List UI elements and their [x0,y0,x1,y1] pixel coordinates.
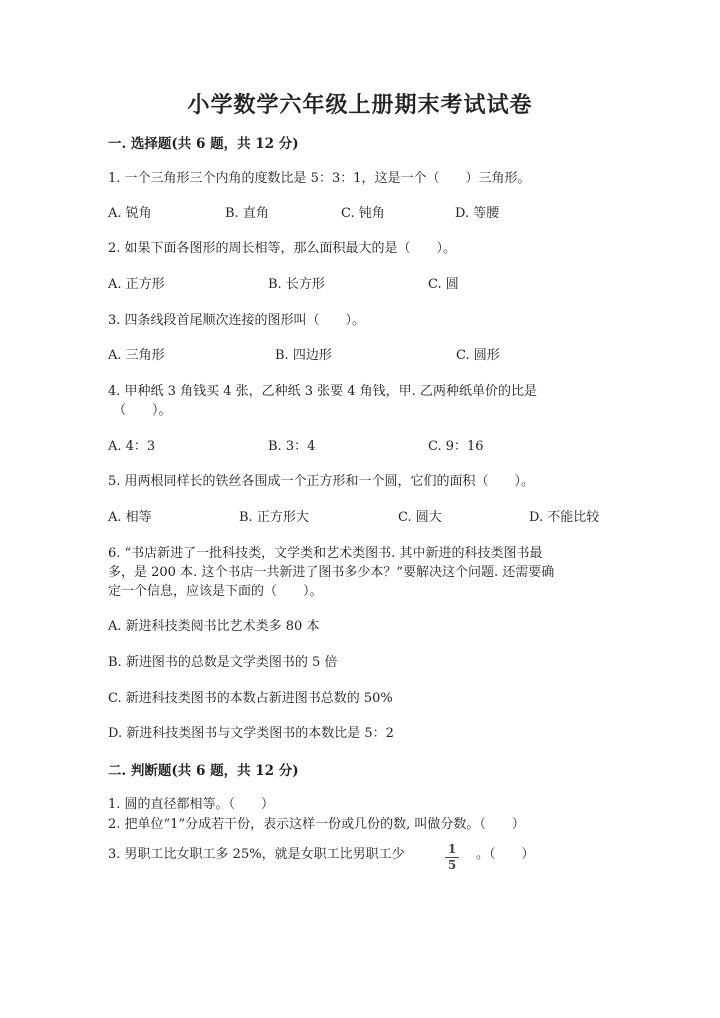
fraction-one-fifth [445,843,459,872]
q1-option-c: C. 钝角 [341,206,385,221]
q1-option-d: D. 等腰 [455,206,500,221]
judge-question-2: 2. 把单位“1”分成若干份，表示这样一份或几份的数, 叫做分数。（ ） [108,817,525,832]
q4-option-b: B. 3：4 [268,439,316,454]
q5-option-d: D. 不能比较 [529,510,600,525]
q2-option-a: A. 正方形 [108,277,165,292]
fraction-numerator: 1 [447,842,457,856]
section1-heading: 一. 选择题(共 6 题，共 12 分) [108,136,299,152]
q3-option-a: A. 三角形 [108,348,165,363]
judge-question-1: 1. 圆的直径都相等。（ ） [108,797,275,812]
question-3: 3. 四条线段首尾顺次连接的图形叫（ ）。 [108,313,366,328]
question-1: 1. 一个三角形三个内角的度数比是 5：3：1，这是一个（ ）三角形。 [108,171,531,186]
q6-option-c: C. 新进科技类图书的本数占新进图书总数的 50% [108,691,393,706]
question-2: 2. 如果下面各图形的周长相等，那么面积最大的是（ ）。 [108,241,457,256]
q1-option-b: B. 直角 [225,206,269,221]
q6-option-a: A. 新进科技类阅书比艺术类多 80 本 [108,619,320,634]
q5-option-c: C. 圆大 [398,510,442,525]
q2-option-b: B. 长方形 [268,277,325,292]
question-6-line1: 6. “书店新进了一批科技类，文学类和艺术类图书. 其中新进的科技类图书最 [108,546,543,561]
q5-option-a: A. 相等 [108,510,152,525]
question-4-line2: （ ）。 [113,403,172,418]
q6-option-d: D. 新进科技类图书与文学类图书的本数比是 5：2 [108,726,394,741]
q3-option-b: B. 四边形 [275,348,332,363]
q5-option-b: B. 正方形大 [239,510,309,525]
q1-option-a: A. 锐角 [108,206,152,221]
question-6-line3: 定一个信息，应该是下面的（ ）。 [108,584,323,599]
page-title: 小学数学六年级上册期末考试试卷 [187,92,533,118]
fraction-denominator: 5 [447,858,457,872]
question-6-line2: 多，是 200 本. 这个书店一共新进了图书多少本？”要解决这个问题. 还需要确 [108,565,555,580]
judge-question-3-tail: 。（ ） [476,847,535,862]
question-5: 5. 用两根同样长的铁丝各围成一个正方形和一个圆，它们的面积（ ）。 [108,474,535,489]
q4-option-c: C. 9：16 [428,439,484,454]
question-4-line1: 4. 甲种纸 3 角钱买 4 张，乙种纸 3 张要 4 角钱，甲. 乙两种纸单价的比是 [108,384,537,399]
q3-option-c: C. 圆形 [456,348,500,363]
q6-option-b: B. 新进图书的总数是文学类图书的 5 倍 [108,655,338,670]
q2-option-c: C. 圆 [428,277,459,292]
q4-option-a: A. 4：3 [108,439,156,454]
judge-question-3-text: 3. 男职工比女职工多 25%，就是女职工比男职工少 [108,847,405,862]
section2-heading: 二. 判断题(共 6 题，共 12 分) [108,763,299,779]
